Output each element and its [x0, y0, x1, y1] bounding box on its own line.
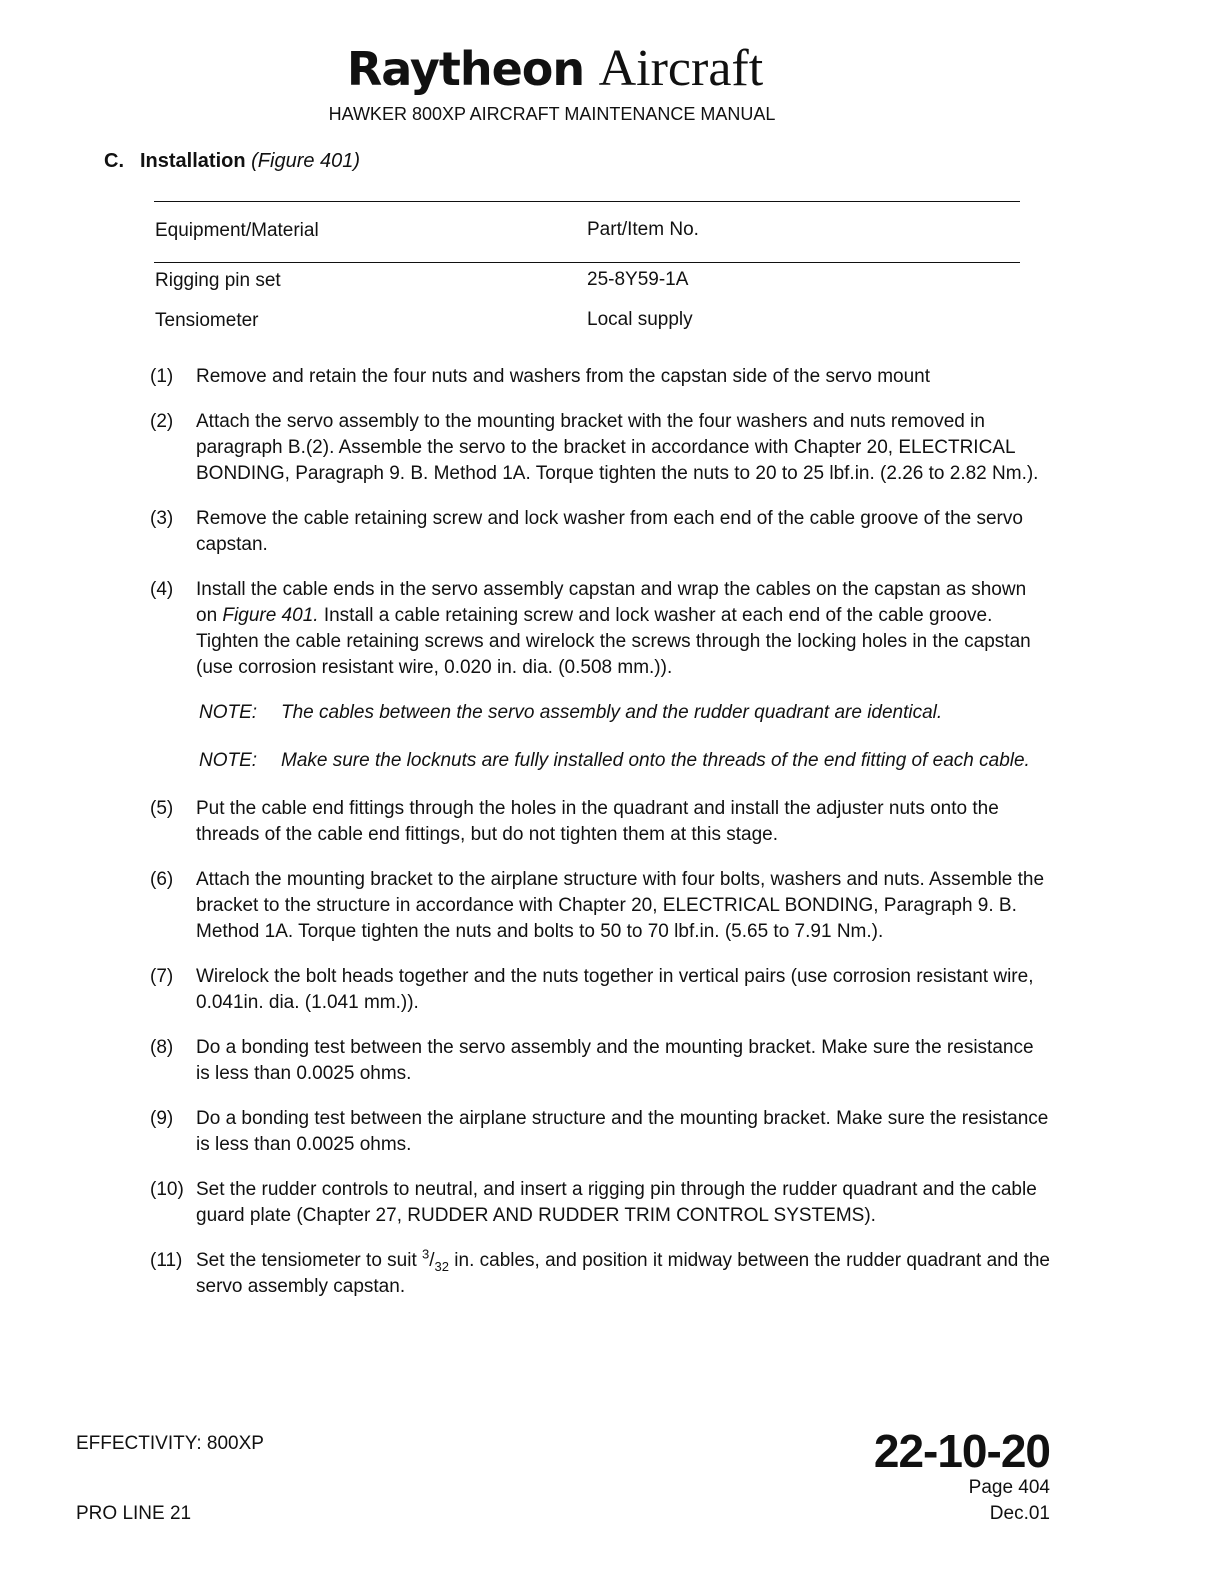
step-text-cont: Install a cable retaining screw and lock washer at each end of the cable groove. Tighten the cable retaining screws and wirelock the screws through the locking holes in the capstan (use corrosion resistant wire, 0.020 in. dia. (0.508 mm.)).: [196, 605, 1031, 678]
section-title: Installation: [140, 150, 246, 172]
step-2: [150, 409, 1050, 487]
brand-name-light: Aircraft: [598, 40, 764, 97]
fraction-numerator: 3: [422, 1246, 430, 1262]
page-date: Dec.01: [989, 1503, 1050, 1524]
step-number: (4): [150, 579, 174, 600]
figure-reference: Figure 401.: [222, 605, 319, 626]
equipment-name: Tensiometer: [155, 310, 259, 331]
step-number: (9): [150, 1108, 174, 1129]
step-text: Install the cable ends in the servo assembly capstan and wrap the cables on the capstan as shown on: [196, 579, 1027, 626]
note-text: Make sure the locknuts are fully installed onto the threads of the end fitting of each cable.: [281, 750, 1030, 771]
step-9: [150, 1106, 1050, 1158]
step-text: Remove and retain the four nuts and washers from the capstan side of the servo mount: [196, 366, 931, 387]
step-number: (10): [150, 1179, 184, 1200]
step-text: Do a bonding test between the servo assembly and the mounting bracket. Make sure the resistance is less than 0.0025 ohms.: [196, 1037, 1034, 1084]
fraction-denominator: 32: [434, 1258, 449, 1274]
step-number: (8): [150, 1037, 174, 1058]
step-number: (1): [150, 366, 174, 387]
manual-title: HAWKER 800XP AIRCRAFT MAINTENANCE MANUAL: [328, 104, 776, 124]
step-text: Attach the mounting bracket to the airplane structure with four bolts, washers and nuts. Assemble the bracket to the structure in accordance with Chapter 20, ELECTRICAL BONDING, Paragraph 9. B. Method 1A. Torque tighten the nuts and bolts to 50 to 70 lbf.in. (5.65 to 7.91 Nm.).: [196, 869, 1045, 942]
figure-reference: (Figure 401): [251, 150, 361, 172]
header-equipment: Equipment/Material: [155, 220, 319, 241]
step-text: Wirelock the bolt heads together and the nuts together in vertical pairs (use corrosion resistant wire, 0.041in. dia. (1.041 mm.)).: [196, 966, 1034, 1013]
step-5: [150, 796, 1050, 848]
section-letter: C.: [104, 150, 124, 172]
step-text: Put the cable end fittings through the holes in the quadrant and install the adjuster nuts onto the threads of the cable end fittings, but do not tighten them at this stage.: [196, 798, 999, 845]
effectivity: EFFECTIVITY: 800XP: [76, 1433, 264, 1454]
step-text: Remove the cable retaining screw and lock washer from each end of the cable groove of the servo capstan.: [196, 508, 1023, 555]
table-row: [154, 263, 1020, 303]
procedure-steps: [150, 364, 1050, 1319]
step-number: (3): [150, 508, 174, 529]
step-8: [150, 1035, 1050, 1087]
part-number: Local supply: [587, 309, 693, 330]
step-number: (11): [150, 1250, 183, 1271]
table-header-row: [154, 202, 1020, 262]
step-11: (11) Set the tensiometer to suit $^3/_{32}$ in. cables, and position it midway between the rudder quadrant and the servo assembly capstan.: [150, 1246, 1050, 1297]
step-text: Do a bonding test between the airplane structure and the mounting bracket. Make sure the resistance is less than 0.0025 ohms.: [196, 1108, 1049, 1155]
note-label: NOTE:: [199, 750, 258, 771]
step-10: [150, 1177, 1050, 1229]
step-text: Attach the servo assembly to the mounting bracket with the four washers and nuts removed in paragraph B.(2). Assemble the servo to the bracket in accordance with Chapter 20, ELECTRICAL BONDING, Paragraph 9. B. Method 1A. Torque tighten the nuts to 20 to 25 lbf.in. (2.26 to 2.82 Nm.).: [196, 411, 1039, 484]
part-number: 25-8Y59-1A: [587, 269, 689, 290]
note-1: [150, 700, 1050, 726]
step-number: (7): [150, 966, 174, 987]
equipment-name: Rigging pin set: [155, 270, 281, 291]
step-text-cont: in. cables, and position it midway between the rudder quadrant and the servo assembly capstan.: [196, 1250, 1050, 1297]
table-row: [154, 303, 1020, 343]
step-text: Set the tensiometer to suit: [196, 1250, 423, 1271]
step-6: [150, 867, 1050, 945]
section-heading: [104, 150, 360, 173]
note-text: The cables between the servo assembly and the rudder quadrant are identical.: [281, 702, 943, 723]
step-7: [150, 964, 1050, 1016]
page-number: Page 404: [968, 1477, 1050, 1498]
brand-logo: [0, 38, 1110, 99]
step-number: (5): [150, 798, 174, 819]
step-1: [150, 364, 1050, 390]
step-3: [150, 506, 1050, 558]
step-text: Set the rudder controls to neutral, and insert a rigging pin through the rudder quadrant and the cable guard plate (Chapter 27, RUDDER AND RUDDER TRIM CONTROL SYSTEMS).: [196, 1179, 1037, 1226]
step-number: (2): [150, 411, 174, 432]
pro-line: PRO LINE 21: [76, 1503, 192, 1524]
note-2: [150, 748, 1050, 774]
step-number: (6): [150, 869, 174, 890]
chapter-code: 22-10-20: [873, 1425, 1050, 1477]
brand-name-bold: Raytheon: [346, 42, 585, 96]
header-part-number: Part/Item No.: [587, 219, 699, 240]
equipment-table: [154, 201, 1020, 343]
note-label: NOTE:: [199, 702, 258, 723]
step-4: [150, 577, 1050, 681]
